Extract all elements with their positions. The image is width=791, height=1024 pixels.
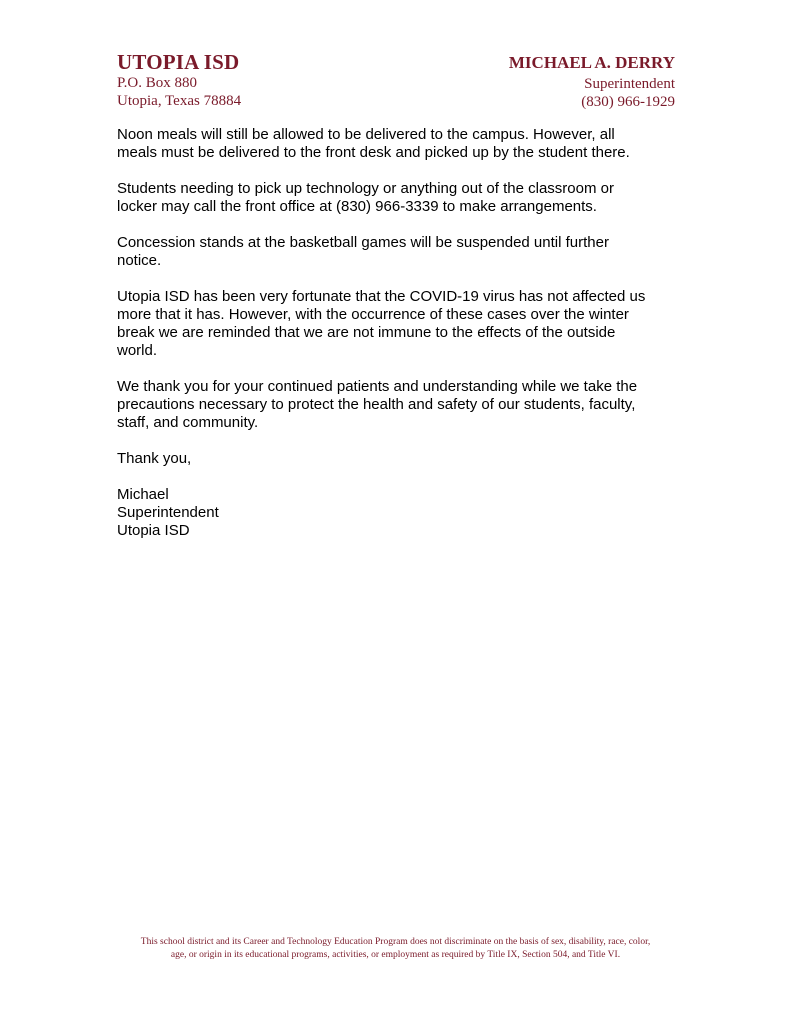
superintendent-name: MICHAEL A. DERRY bbox=[508, 53, 675, 72]
paragraph-covid-update: Utopia ISD has been very fortunate that the COVID-19 virus has not affected us more that it has. However, with the occurrence of these cases over the winter break we are reminded that we are not immune to the effects of the outside world. bbox=[117, 288, 646, 359]
signature-block bbox=[117, 486, 687, 540]
letterhead bbox=[117, 50, 675, 112]
signature-organization: Utopia ISD bbox=[117, 522, 190, 539]
letter-body bbox=[117, 126, 687, 540]
superintendent-block bbox=[509, 50, 675, 111]
signature-name: Michael bbox=[117, 486, 169, 503]
district-block bbox=[117, 50, 241, 110]
footer-line-1: This school district and its Career and Technology Education Program does not discriminate on the basis of sex, disability, race, color, bbox=[140, 937, 651, 947]
footer-line-2: age, or origin in its educational programs, activities, or employment as required by Title IX, Section 504, and Title VI. bbox=[170, 950, 621, 960]
paragraph-pickup-technology: Students needing to pick up technology or anything out of the classroom or locker may call the front office at (830) 966-3339 to make arrangements. bbox=[117, 180, 614, 215]
address-line-2: Utopia, Texas 78884 bbox=[117, 93, 242, 109]
address-line-1: P.O. Box 880 bbox=[117, 75, 198, 91]
superintendent-phone: (830) 966-1929 bbox=[581, 94, 675, 110]
paragraph-noon-meals: Noon meals will still be allowed to be delivered to the campus. However, all meals must be delivered to the front desk and picked up by the student there. bbox=[117, 126, 630, 161]
paragraph-thank-you-note: We thank you for your continued patients and understanding while we take the precautions necessary to protect the health and safety of our students, faculty, staff, and community. bbox=[117, 378, 638, 431]
superintendent-title: Superintendent bbox=[584, 76, 675, 92]
signature-title: Superintendent bbox=[117, 504, 219, 521]
district-name: UTOPIA ISD bbox=[117, 50, 240, 74]
paragraph-concession-stands: Concession stands at the basketball games will be suspended until further notice. bbox=[117, 234, 609, 269]
closing: Thank you, bbox=[117, 450, 192, 467]
nondiscrimination-footer bbox=[90, 936, 701, 962]
